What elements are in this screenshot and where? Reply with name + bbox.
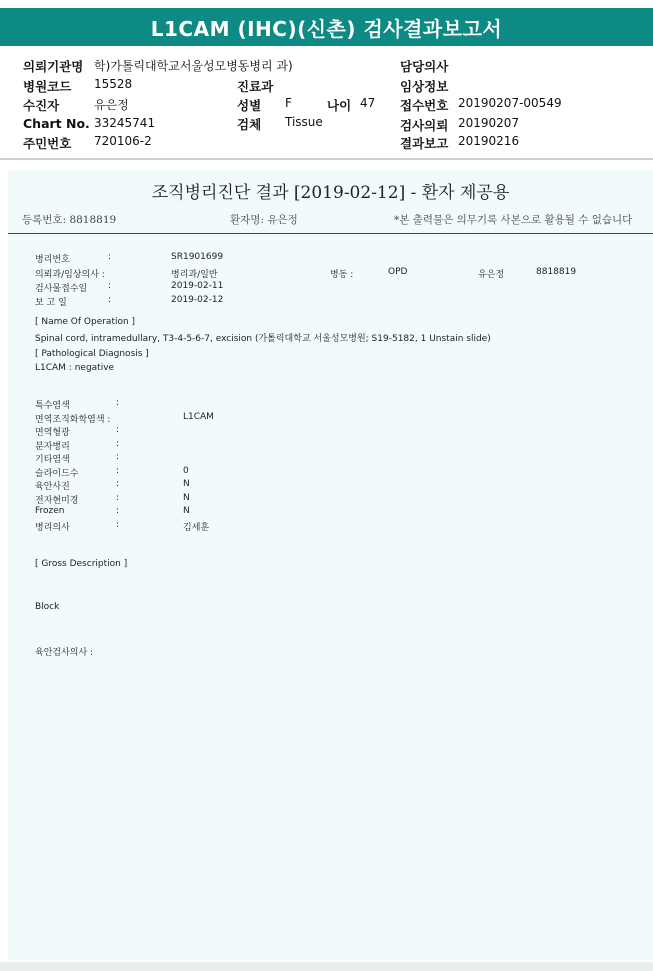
pathology-report: [8, 170, 653, 960]
special-row-value: N: [183, 479, 190, 489]
special-row-colon: :: [116, 465, 120, 476]
ward-label: 병동 :: [330, 270, 354, 280]
special-row-colon: :: [116, 438, 120, 449]
report-doc-title: 조직병리진단 결과 [2019-02-12] - 환자 제공용: [151, 183, 510, 203]
special-row-label: 특수염색: [35, 401, 70, 411]
gross-doctor-label: 육안검사의사 :: [35, 648, 94, 658]
hospital-code-label: 병원코드: [23, 79, 72, 94]
specimen-label: 검체: [237, 117, 262, 132]
registration-number: 등록번호: 8818819: [22, 214, 117, 226]
sex-label: 성별: [237, 98, 262, 113]
received-value: 2019-02-11: [171, 281, 224, 291]
request-value: 20190207: [458, 116, 520, 130]
header-divider: [0, 158, 653, 160]
recipient-label: 수진자: [23, 98, 60, 113]
recipient-value: 유은정: [94, 98, 129, 112]
id-no-value: 720106-2: [94, 134, 152, 148]
clinical-info-label: 임상정보: [400, 79, 449, 94]
dept-label: 의뢰과/임상의사 :: [35, 270, 105, 280]
report-rule: [8, 233, 653, 234]
department-label: 진료과: [237, 79, 274, 94]
hospital-code-value: 15528: [94, 77, 133, 91]
report-date-label: 보 고 일: [35, 298, 67, 308]
special-row-label: 전자현미경: [35, 495, 79, 506]
reception-no-value: 20190207-00549: [458, 96, 562, 110]
report-date-value: 2019-02-12: [171, 295, 224, 305]
special-row-label: 면역조직화학염색 :: [35, 414, 111, 425]
special-row-label: 면역형광: [35, 428, 70, 438]
special-row-label: 병리의사: [35, 522, 70, 533]
request-label: 검사의뢰: [400, 118, 449, 133]
reception-no-label: 접수번호: [400, 98, 449, 113]
special-row-colon: :: [116, 452, 120, 462]
patient-id-value: 8818819: [536, 267, 577, 277]
patient-name-value: 유은정: [478, 270, 505, 280]
received-label: 검사물접수일: [35, 284, 88, 294]
age-label: 나이: [327, 98, 352, 113]
sex-value: F: [285, 96, 292, 110]
special-row-value: 김세훈: [183, 522, 210, 533]
report-title-bar: [0, 8, 653, 46]
patient-name: 환자명: 유은정: [230, 214, 298, 226]
special-row-label: 슬라이드수: [35, 468, 79, 479]
special-row-value: N: [183, 492, 190, 503]
id-no-label: 주민번호: [23, 136, 72, 151]
ward-value: OPD: [388, 267, 408, 277]
report-value: 20190216: [458, 134, 520, 148]
special-row-colon: :: [116, 398, 120, 408]
chart-no-label: Chart No.: [23, 116, 90, 131]
institution-value: 학)가톨릭대학교서울성모병동병리 과): [94, 59, 293, 73]
special-row-value: 0: [183, 465, 189, 476]
special-row-colon: :: [116, 425, 120, 435]
report-label: 결과보고: [400, 136, 449, 151]
special-row-colon: :: [116, 479, 120, 489]
special-row-label: Frozen: [35, 506, 65, 516]
special-row-label: 육안사진: [35, 482, 70, 492]
received-colon: :: [108, 281, 112, 291]
institution-label: 의뢰기관명: [23, 59, 84, 74]
gross-heading: [ Gross Description ]: [35, 559, 128, 569]
report-title: L1CAM (IHC)(신촌) 검사결과보고서: [150, 16, 503, 41]
report-date-colon: :: [108, 295, 112, 305]
path-no-value: SR1901699: [171, 252, 224, 262]
bottom-strip: [0, 962, 653, 971]
dept-value: 병리과/일반: [171, 270, 218, 280]
special-row-value: L1CAM: [183, 411, 214, 422]
path-no-label: 병리번호: [35, 255, 70, 265]
special-row-colon: :: [116, 492, 120, 503]
specimen-value: Tissue: [285, 115, 323, 129]
special-row-colon: :: [116, 506, 120, 516]
notice-text: *본 출력물은 의무기록 사본으로 활용될 수 없습니다: [394, 214, 633, 226]
operation-heading: [ Name Of Operation ]: [35, 317, 136, 327]
path-no-colon: :: [108, 252, 112, 262]
doctor-label: 담당의사: [400, 59, 449, 74]
chart-no-value: 33245741: [94, 116, 156, 130]
special-row-value: N: [183, 506, 190, 516]
diagnosis-heading: [ Pathological Diagnosis ]: [35, 349, 149, 359]
special-row-label: 분자병리: [35, 441, 70, 452]
diagnosis-text: L1CAM : negative: [35, 363, 115, 373]
operation-text: Spinal cord, intramedullary, T3-4-5-6-7, excision (가톨릭대학교 서울성모병원; S19-5182, 1 Unstain slide): [35, 334, 491, 344]
special-row-colon: :: [116, 519, 120, 530]
special-row-label: 기타염색: [35, 455, 70, 465]
age-value: 47: [360, 96, 376, 110]
gross-text: Block: [35, 602, 60, 612]
